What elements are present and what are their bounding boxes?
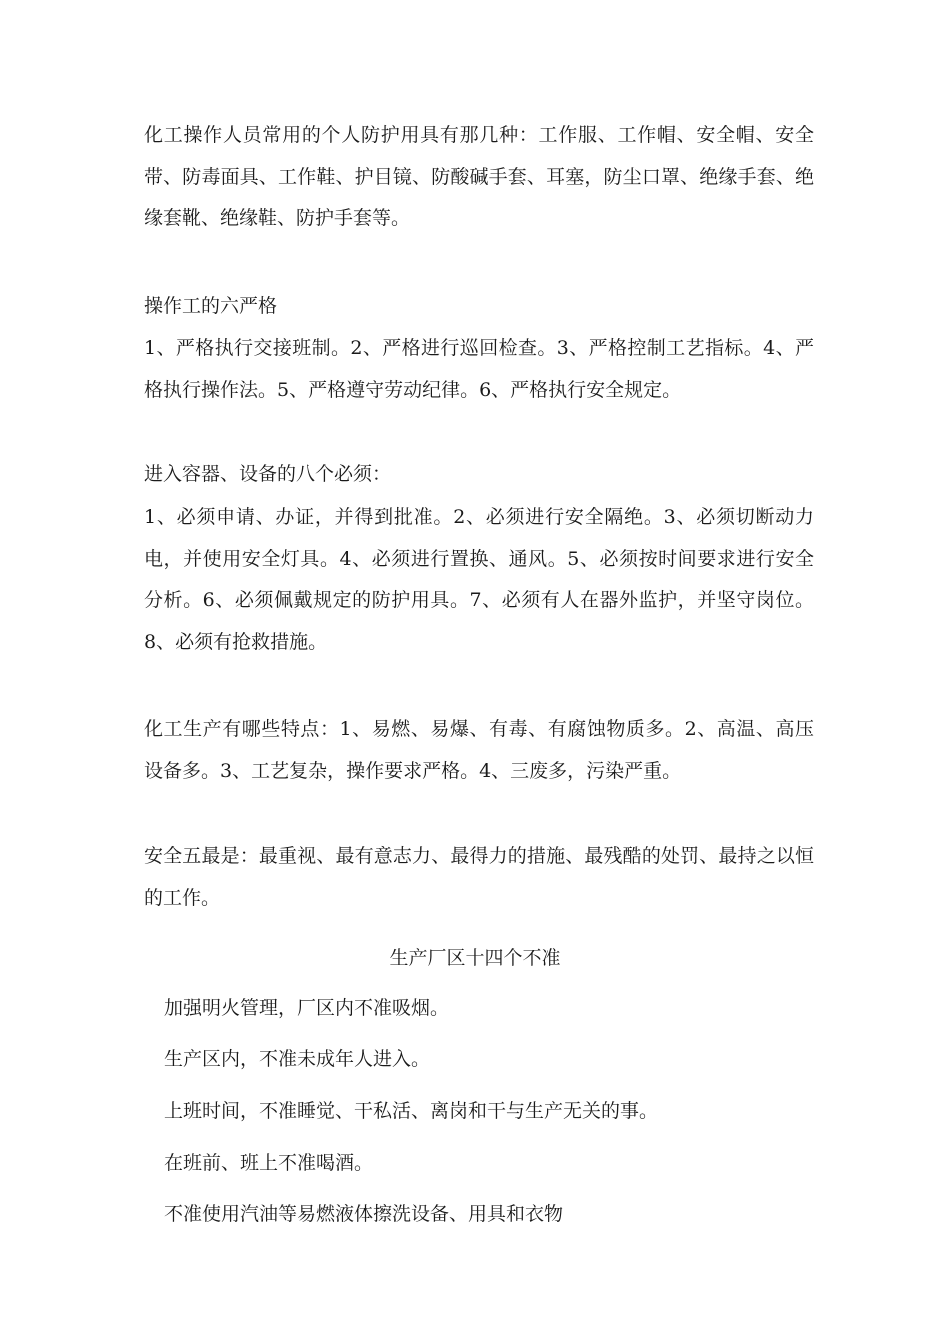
five-most-paragraph: 安全五最是：最重视、最有意志力、最得力的措施、最残酷的处罚、最持之以恒的工作。 [144,845,814,909]
rule-item: 在班前、班上不准喝酒。 [164,1152,374,1174]
ppe-paragraph: 化工操作人员常用的个人防护用具有那几种：工作服、工作帽、安全帽、安全带、防毒面具、工作鞋、护目镜、防酸碱手套、耳塞，防尘口罩、绝缘手套、绝缘套靴、绝缘鞋、防护手套等。 [144,124,814,229]
rule-item: 不准使用汽油等易燃液体擦洗设备、用具和衣物 [164,1203,564,1225]
eight-musts-paragraph: 1、必须申请、办证，并得到批准。2、必须进行安全隔绝。3、必须切断动力电，并使用安全灯具。4、必须进行置换、通风。5、必须按时间要求进行安全分析。6、必须佩戴规定的防护用具。7、必须有人在器外监护，并坚守岗位。8、必须有抢救措施。 [144,506,814,653]
six-strict-title: 操作工的六严格 [144,295,278,317]
features-paragraph: 化工生产有哪些特点：1、易燃、易爆、有毒、有腐蚀物质多。2、高温、高压设备多。3、工艺复杂，操作要求严格。4、三废多，污染严重。 [144,718,814,782]
rule-item: 生产区内，不准未成年人进入。 [164,1048,431,1070]
rule-item: 上班时间，不准睡觉、干私活、离岗和干与生产无关的事。 [164,1100,659,1122]
six-strict-paragraph: 1、严格执行交接班制。2、严格进行巡回检查。3、严格控制工艺指标。4、严格执行操作法。5、严格遵守劳动纪律。6、严格执行安全规定。 [144,337,814,401]
rule-item: 加强明火管理，厂区内不准吸烟。 [164,997,450,1019]
fourteen-rules-title: 生产厂区十四个不准 [389,947,561,969]
eight-musts-title: 进入容器、设备的八个必须： [144,463,392,485]
